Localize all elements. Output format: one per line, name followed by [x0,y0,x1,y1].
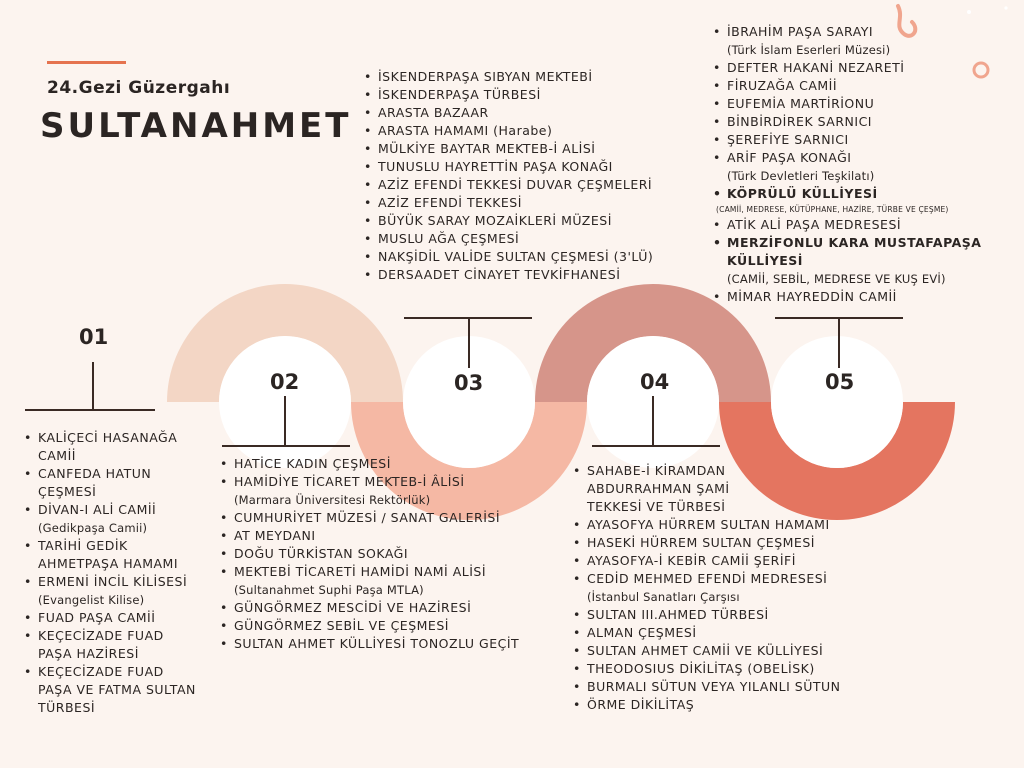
stop-03-item: • AZİZ EFENDİ TEKKESİ [363,194,683,212]
stop-01-item: • ERMENİ İNCİL KİLİSESİ [23,573,198,591]
stop-02-item: (Sultanahmet Suphi Paşa MTLA) [234,583,424,597]
stop-05-item: • EUFEMİA MARTİRİONU [712,95,1012,113]
stop-02-item: • CUMHURİYET MÜZESİ / SANAT GALERİSİ [219,509,539,527]
stop-01-item: (Evangelist Kilise) [38,593,145,607]
stop-05-item: (Türk Devletleri Teşkilatı) [727,169,875,183]
stop-04-item: • SULTAN III.AHMED TÜRBESİ [572,606,872,624]
stop-04-item: • AYASOFYA-İ KEBİR CAMİİ ŞERİFİ [572,552,872,570]
stop-05-item: • ATİK ALİ PAŞA MEDRESESİ [712,216,1012,234]
stop-04-item: (İstanbul Sanatları Çarşısı [587,590,740,604]
stop-disc-05 [771,336,903,468]
stop-01-item: • KALİÇECİ HASANAĞA CAMİİ [23,429,198,465]
stop-03-item: • TUNUSLU HAYRETTİN PAŞA KONAĞI [363,158,683,176]
stop-01-item: • KEÇECİZADE FUAD PAŞA HAZİRESİ [23,627,198,663]
stop-04-item: • ALMAN ÇEŞMESİ [572,624,872,642]
stop-05-item: • ARİF PAŞA KONAĞI [712,149,1012,167]
stop-05-item: • BİNBİRDİREK SARNICI [712,113,1012,131]
stop-01-item: (Gedikpaşa Camii) [38,521,148,535]
stop-04-item: • AYASOFYA HÜRREM SULTAN HAMAMI [572,516,872,534]
stop-01-item: • DİVAN-I ALİ CAMİİ [23,501,198,519]
stop-05-item: (Türk İslam Eserleri Müzesi) [727,43,891,57]
page-title: SULTANAHMET [40,106,352,146]
stop-04-item: • ÖRME DİKİLİTAŞ [572,696,872,714]
stop-04-item: • SULTAN AHMET CAMİİ VE KÜLLİYESİ [572,642,872,660]
stop-02-item: • GÜNGÖRMEZ MESCİDİ VE HAZİRESİ [219,599,539,617]
stop-number-03: 03 [454,371,484,395]
stop-list-01 [23,429,198,717]
stop-03-item: • NAKŞİDİL VALİDE SULTAN ÇEŞMESİ (3'LÜ) [363,248,683,266]
stop-01-item: • KEÇECİZADE FUAD PAŞA VE FATMA SULTAN TÜRBESİ [23,663,198,717]
stop-03-item: • ARASTA BAZAAR [363,104,683,122]
stop-03-item: • ARASTA HAMAMI (Harabe) [363,122,683,140]
stop-04-item: • HASEKİ HÜRREM SULTAN ÇEŞMESİ [572,534,872,552]
stop-number-02: 02 [270,370,300,394]
stop-02-item: • GÜNGÖRMEZ SEBİL VE ÇEŞMESİ [219,617,539,635]
stop-02-item: • AT MEYDANI [219,527,539,545]
stop-number-01: 01 [79,325,109,349]
stop-05-item: • ŞEREFİYE SARNICI [712,131,1012,149]
stop-02-item: • SULTAN AHMET KÜLLİYESİ TONOZLU GEÇİT [219,635,539,653]
stop-05-item: • DEFTER HAKANİ NEZARETİ [712,59,1012,77]
stop-04-item: • CEDİD MEHMED EFENDİ MEDRESESİ [572,570,872,588]
stop-04-item: • THEODOSIUS DİKİLİTAŞ (OBELİSK) [572,660,872,678]
stop-04-item: • BURMALI SÜTUN VEYA YILANLI SÜTUN [572,678,872,696]
stop-number-04: 04 [640,370,670,394]
stop-01-item: • CANFEDA HATUN ÇEŞMESİ [23,465,198,501]
stop-04-item: • SAHABE-İ KİRAMDAN ABDURRAHMAN ŞAMİ TEKKESİ VE TÜRBESİ [572,462,737,516]
stop-03-item: • İSKENDERPAŞA TÜRBESİ [363,86,683,104]
stop-05-item: • KÖPRÜLÜ KÜLLİYESİ [712,185,1012,203]
stop-03-item: • MÜLKİYE BAYTAR MEKTEB-İ ALİSİ [363,140,683,158]
stop-03-item: • MUSLU AĞA ÇEŞMESİ [363,230,683,248]
stop-05-item: • MERZİFONLU KARA MUSTAFAPAŞA KÜLLİYESİ [712,234,997,270]
stop-03-item: • BÜYÜK SARAY MOZAİKLERİ MÜZESİ [363,212,683,230]
stop-01-item: • TARİHİ GEDİK AHMETPAŞA HAMAMI [23,537,198,573]
stop-05-item: • FİRUZAĞA CAMİİ [712,77,1012,95]
stop-01-item: • FUAD PAŞA CAMİİ [23,609,198,627]
stop-02-item: • HAMİDİYE TİCARET MEKTEB-İ ÂLİSİ [219,473,539,491]
stop-05-item: • İBRAHİM PAŞA SARAYI [712,23,1012,41]
stop-05-item: (CAMİİ, MEDRESE, KÜTÜPHANE, HAZİRE, TÜRBE VE ÇEŞME) [716,205,949,214]
stop-list-03 [363,68,683,284]
stop-02-item: (Marmara Üniversitesi Rektörlük) [234,493,431,507]
stop-02-item: • HATİCE KADIN ÇEŞMESİ [219,455,539,473]
stop-05-item: (CAMİİ, SEBİL, MEDRESE VE KUŞ EVİ) [727,272,946,286]
page-subtitle: 24.Gezi Güzergahı [47,78,231,98]
stop-03-item: • DERSAADET CİNAYET TEVKİFHANESİ [363,266,683,284]
stop-03-item: • AZİZ EFENDİ TEKKESİ DUVAR ÇEŞMELERİ [363,176,683,194]
stop-02-item: • DOĞU TÜRKİSTAN SOKAĞI [219,545,539,563]
stop-list-05 [712,23,1012,306]
stop-02-item: • MEKTEBİ TİCARETİ HAMİDİ NAMİ ALİSİ [219,563,539,581]
stop-05-item: • MİMAR HAYREDDİN CAMİİ [712,288,1012,306]
stop-list-04 [572,462,872,714]
stop-03-item: • İSKENDERPAŞA SIBYAN MEKTEBİ [363,68,683,86]
stop-list-02 [219,455,539,653]
stop-number-05: 05 [825,370,855,394]
